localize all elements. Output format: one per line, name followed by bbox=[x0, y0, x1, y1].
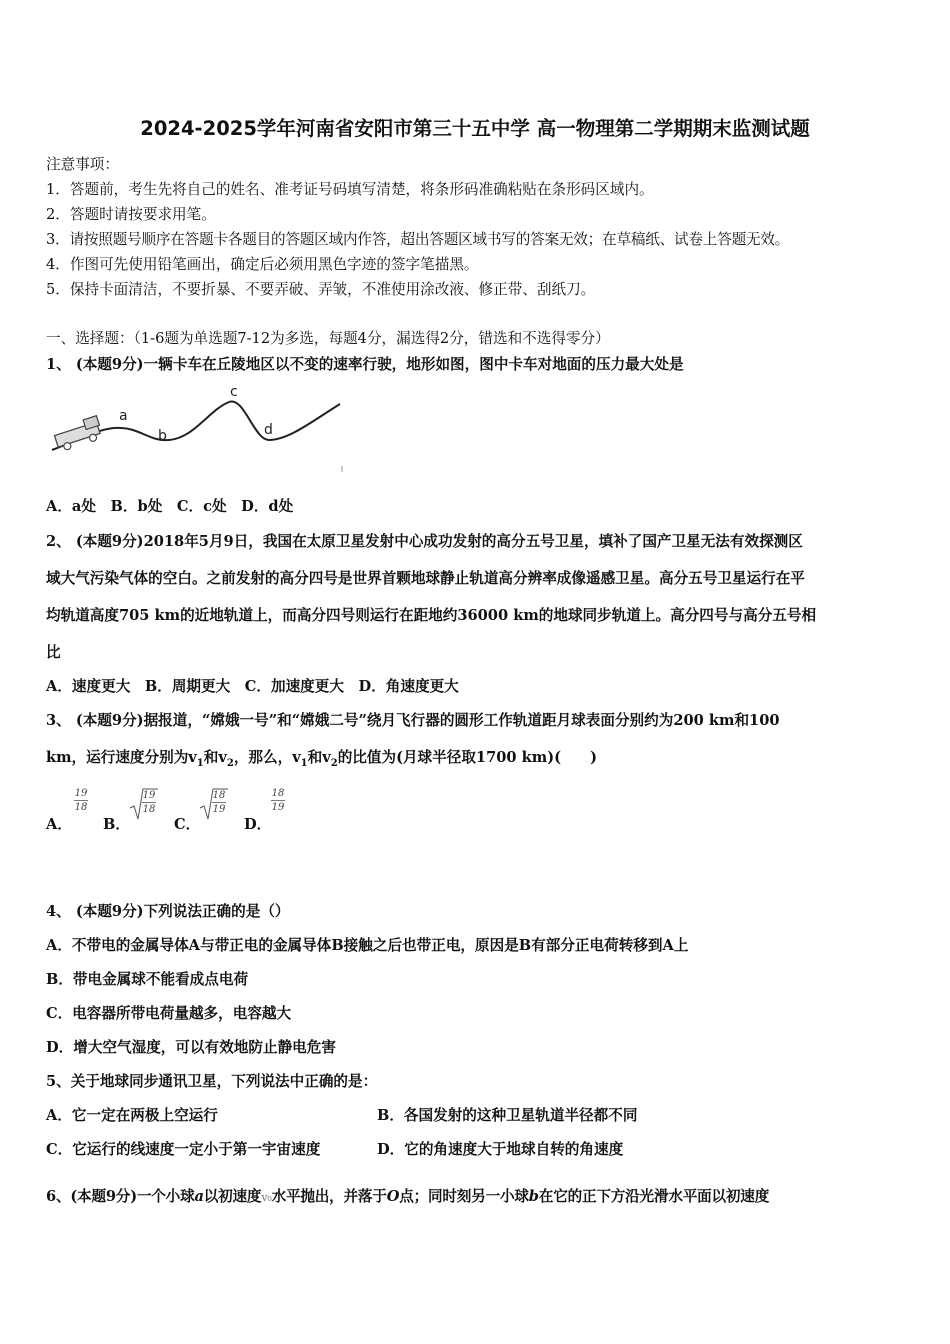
truck-icon bbox=[53, 416, 104, 453]
q3-option-b-label: B． bbox=[103, 816, 130, 833]
label-b: b bbox=[158, 428, 167, 444]
q5-stem: 5、关于地球同步通讯卫星，下列说法中正确的是： bbox=[46, 1073, 378, 1090]
label-d: d bbox=[264, 422, 273, 438]
q3-option-b-fraction: 19 18 bbox=[142, 790, 156, 815]
q3-option-d-fraction: 18 19 bbox=[271, 788, 285, 813]
q6-stem: 6、(本题9分)一个小球a以初速度v₀水平抛出，并落于O点；同时刻另一小球b在它的正下方沿光滑水平面以初速度 bbox=[46, 1188, 770, 1205]
q2-line-1: 2、 (本题9分)2018年5月9日，我国在太原卫星发射中心成功发射的高分五号卫星，填补了国产卫星无法有效探测区 bbox=[46, 533, 803, 550]
page-title: 2024-2025学年河南省安阳市第三十五中学 高一物理第二学期期末监测试题 bbox=[140, 117, 810, 140]
q5-option-b: B．各国发射的这种卫星轨道半径都不同 bbox=[377, 1107, 638, 1124]
q3-option-a-fraction: 19 18 bbox=[74, 788, 88, 813]
q4-option-b: B．带电金属球不能看成点电荷 bbox=[46, 971, 249, 988]
notice-item-4: 4．作图可先使用铅笔画出，确定后必须用黑色字迹的签字笔描黑。 bbox=[46, 256, 479, 273]
q5-option-a: A．它一定在两极上空运行 bbox=[46, 1107, 218, 1124]
q4-stem: 4、 (本题9分)下列说法正确的是（） bbox=[46, 903, 290, 920]
q3-option-a-label: A． bbox=[46, 816, 72, 833]
q2-line-3: 均轨道高度705 km的近地轨道上，而高分四号则运行在距地约36000 km的地球同步轨道上。高分四号与高分五号相 bbox=[46, 607, 817, 624]
q1-stem: 1、 (本题9分)一辆卡车在丘陵地区以不变的速率行驶，地形如图，图中卡车对地面的压力最大处是 bbox=[46, 356, 684, 373]
q3-option-c-label: C． bbox=[174, 816, 201, 833]
notice-item-2: 2．答题时请按要求用笔。 bbox=[46, 206, 216, 223]
q3-line-2: km，运行速度分别为$v_1$和$v_2$，那么，$v_1$和$v_2$的比值为(月球半径取1700 km)( ) bbox=[46, 749, 598, 769]
q2-options: A．速度更大 B．周期更大 C．加速度更大 D．角速度更大 bbox=[46, 678, 459, 695]
notice-item-1: 1．答题前，考生先将自己的姓名、准考证号码填写清楚，将条形码准确粘贴在条形码区域内。 bbox=[46, 181, 654, 198]
q4-option-d: D．增大空气湿度，可以有效地防止静电危害 bbox=[46, 1039, 336, 1056]
section-heading: 一、选择题：（1-6题为单选题7-12为多选，每题4分，漏选得2分，错选和不选得零分） bbox=[46, 330, 610, 347]
q1-terrain-figure bbox=[44, 380, 354, 476]
q2-line-2: 域大气污染气体的空白。之前发射的高分四号是世界首颗地球静止轨道高分辨率成像遥感卫星。高分五号卫星运行在平 bbox=[46, 570, 805, 587]
q4-option-a: A．不带电的金属导体A与带正电的金属导体B接触之后也带正电，原因是B有部分正电荷转移到A上 bbox=[46, 937, 689, 954]
q4-option-c: C．电容器所带电荷量越多，电容越大 bbox=[46, 1005, 292, 1022]
notice-item-3: 3．请按照题号顺序在答题卡各题目的答题区域内作答，超出答题区域书写的答案无效；在草稿纸、试卷上答题无效。 bbox=[46, 231, 790, 248]
q5-option-d: D．它的角速度大于地球自转的角速度 bbox=[377, 1141, 624, 1158]
q3-option-d-label: D． bbox=[244, 816, 272, 833]
q5-option-c: C．它运行的线速度一定小于第一宇宙速度 bbox=[46, 1141, 321, 1158]
notice-heading: 注意事项： bbox=[46, 156, 119, 173]
label-a: a bbox=[119, 408, 128, 424]
q1-options: A．a处 B．b处 C．c处 D．d处 bbox=[46, 498, 294, 515]
label-c: c bbox=[230, 384, 238, 400]
q3-line-1: 3、 (本题9分)据报道，“嫦娥一号”和“嫦娥二号”绕月飞行器的圆形工作轨道距月球表面分别约为200 km和100 bbox=[46, 712, 780, 729]
notice-item-5: 5．保持卡面清洁，不要折暴、不要弄破、弄皱，不准使用涂改液、修正带、刮纸刀。 bbox=[46, 281, 596, 298]
q2-line-4: 比 bbox=[46, 644, 61, 661]
q3-option-c-fraction: 18 19 bbox=[212, 790, 226, 815]
